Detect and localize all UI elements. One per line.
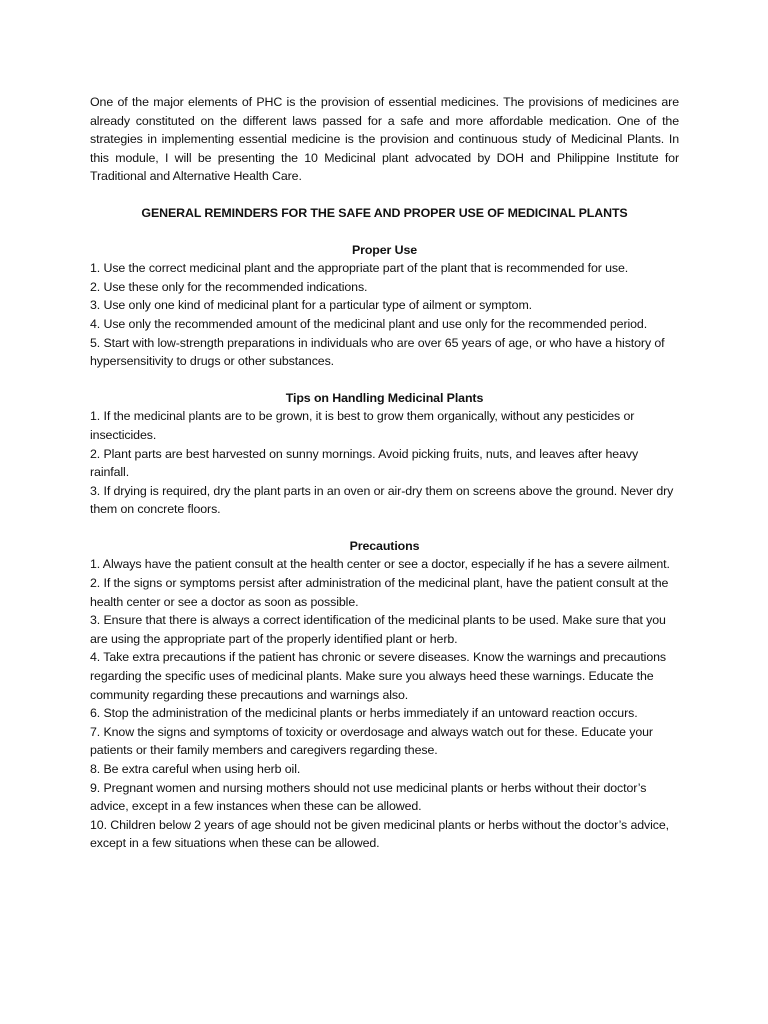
list-item: 1. Always have the patient consult at the health center or see a doctor, especially if he has a severe ailment. [90, 557, 670, 572]
intro-paragraph: One of the major elements of PHC is the provision of essential medicines. The provisions of medicines are already constituted on the different laws passed for a safe and more affordable medication. One of the strategies in implementing essential medicine is the provision and continuous study of Medicinal Plants. In this module, I will be presenting the 10 Medicinal plant advocated by DOH and Philippine Institute for Traditional and Alternative Health Care. [90, 95, 679, 184]
list-item: 2. If the signs or symptoms persist after administration of the medicinal plant, have the patient consult at the health center or see a doctor as soon as possible. [90, 576, 669, 609]
list-item: 4. Use only the recommended amount of the medicinal plant and use only for the recommended period. [90, 316, 648, 331]
section-handling-tips [90, 389, 679, 519]
list-item: 2. Use these only for the recommended indications. [90, 279, 368, 294]
list-item: 7. Know the signs and symptoms of toxicity or overdosage and always watch out for these. Educate your patients or their family members and caregivers regarding these. [90, 724, 653, 758]
proper-use-list [90, 259, 679, 371]
list-item: 9. Pregnant women and nursing mothers should not use medicinal plants or herbs without their doctor’s advice, except in a few instances when these can be allowed. [90, 780, 647, 814]
precautions-list [90, 555, 679, 853]
section-heading: Proper Use [351, 242, 418, 257]
section-proper-use [90, 241, 679, 371]
section-heading: Precautions [349, 538, 420, 553]
list-item: 3. If drying is required, dry the plant parts in an oven or air-dry them on screens above the ground. Never dry them on concrete floors. [90, 483, 674, 517]
list-item: 1. Use the correct medicinal plant and the appropriate part of the plant that is recommended for use. [90, 261, 629, 276]
list-item: 2. Plant parts are best harvested on sunny mornings. Avoid picking fruits, nuts, and leaves after heavy rainfall. [90, 446, 639, 480]
list-item: 4. Take extra precautions if the patient has chronic or severe diseases. Know the warnings and precautions regarding the specific uses of medicinal plants. Make sure you always heed these warnings. Educate the community regarding these precautions and warnings also. [90, 650, 667, 702]
list-item: 5. Start with low-strength preparations in individuals who are over 65 years of age, or who have a history of hypersensitivity to drugs or other substances. [90, 335, 665, 369]
handling-tips-list [90, 407, 679, 519]
section-heading: Tips on Handling Medicinal Plants [285, 390, 484, 405]
list-item: 3. Ensure that there is always a correct identification of the medicinal plants to be used. Make sure that you are using the appropriate part of the properly identified plant or herb. [90, 613, 666, 646]
document-page [90, 93, 679, 853]
section-precautions [90, 537, 679, 853]
list-item: 8. Be extra careful when using herb oil. [90, 762, 301, 776]
list-item: 3. Use only one kind of medicinal plant for a particular type of ailment or symptom. [90, 298, 533, 313]
list-item: 1. If the medicinal plants are to be grown, it is best to grow them organically, without any pesticides or insecticides. [90, 409, 635, 442]
list-item: 10. Children below 2 years of age should not be given medicinal plants or herbs without the doctor’s advice, except in a few situations when these can be allowed. [90, 817, 670, 851]
list-item: 6. Stop the administration of the medicinal plants or herbs immediately if an untoward reaction occurs. [90, 706, 638, 721]
main-heading: GENERAL REMINDERS FOR THE SAFE AND PROPER USE OF MEDICINAL PLANTS [141, 205, 628, 220]
